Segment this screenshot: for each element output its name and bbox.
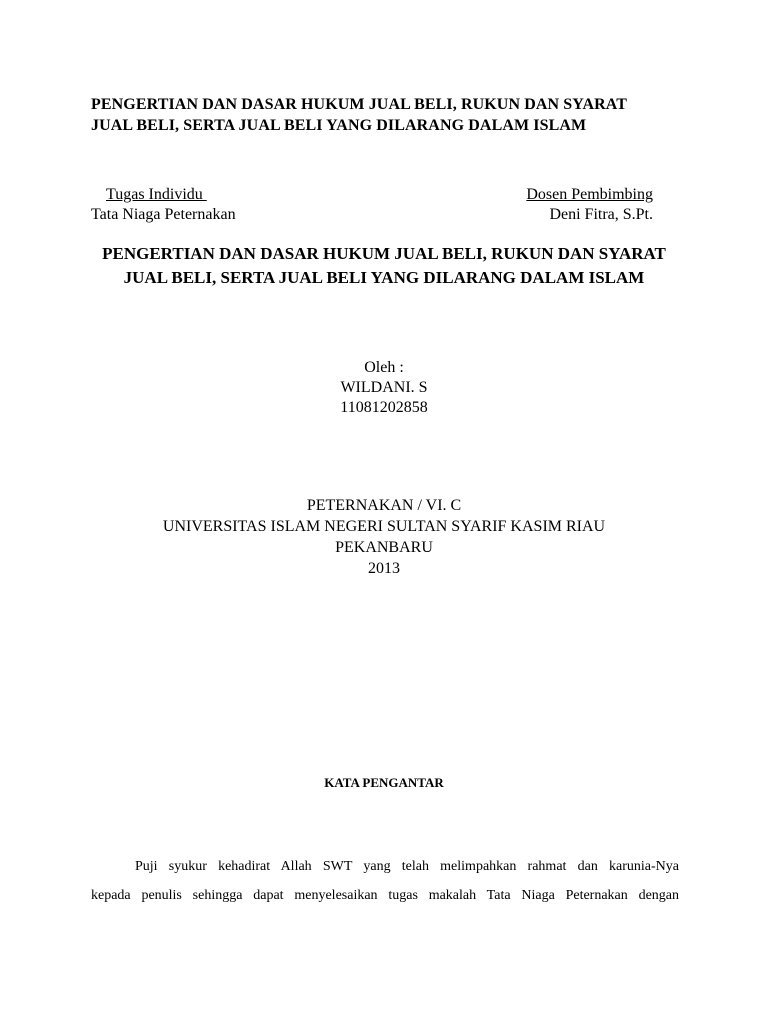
supervisor-info (526, 185, 653, 225)
preface-title: KATA PENGANTAR (324, 775, 444, 790)
program-class: PETERNAKAN / VI. C (306, 497, 462, 514)
author-by-label: Oleh : (364, 359, 404, 376)
city-name: PEKANBARU (335, 539, 433, 556)
assignment-info (91, 185, 236, 225)
document-heading-line-1: PENGERTIAN DAN DASAR HUKUM JUAL BELI, RUKUN DAN SYARAT (91, 96, 628, 113)
author-student-id: 11081202858 (340, 399, 428, 416)
course-name: Tata Niaga Peternakan (91, 206, 236, 223)
cover-title (60, 242, 708, 290)
preface-paragraph (91, 852, 679, 910)
author-name: WILDANI. S (340, 379, 428, 396)
document-heading-line-2: JUAL BELI, SERTA JUAL BELI YANG DILARANG DALAM ISLAM (91, 117, 587, 134)
author-block (0, 358, 768, 418)
year: 2013 (368, 560, 400, 577)
preface-line-1: Puji syukur kehadirat Allah SWT yang telah melimpahkan rahmat dan karunia-Nya (135, 859, 679, 874)
cover-title-line-2: JUAL BELI, SERTA JUAL BELI YANG DILARANG DALAM ISLAM (123, 268, 645, 287)
assignment-type-label: Tugas Individu (106, 186, 207, 203)
institution-block (0, 495, 768, 579)
university-name: UNIVERSITAS ISLAM NEGERI SULTAN SYARIF KASIM RIAU (162, 518, 606, 535)
supervisor-label: Dosen Pembimbing (526, 186, 653, 203)
preface-line-2: kepada penulis sehingga dapat menyelesaikan tugas makalah Tata Niaga Peternakan dengan (91, 888, 679, 903)
cover-title-line-1: PENGERTIAN DAN DASAR HUKUM JUAL BELI, RUKUN DAN SYARAT (102, 244, 666, 263)
supervisor-name: Deni Fitra, S.Pt. (549, 206, 653, 223)
document-heading (91, 94, 691, 136)
